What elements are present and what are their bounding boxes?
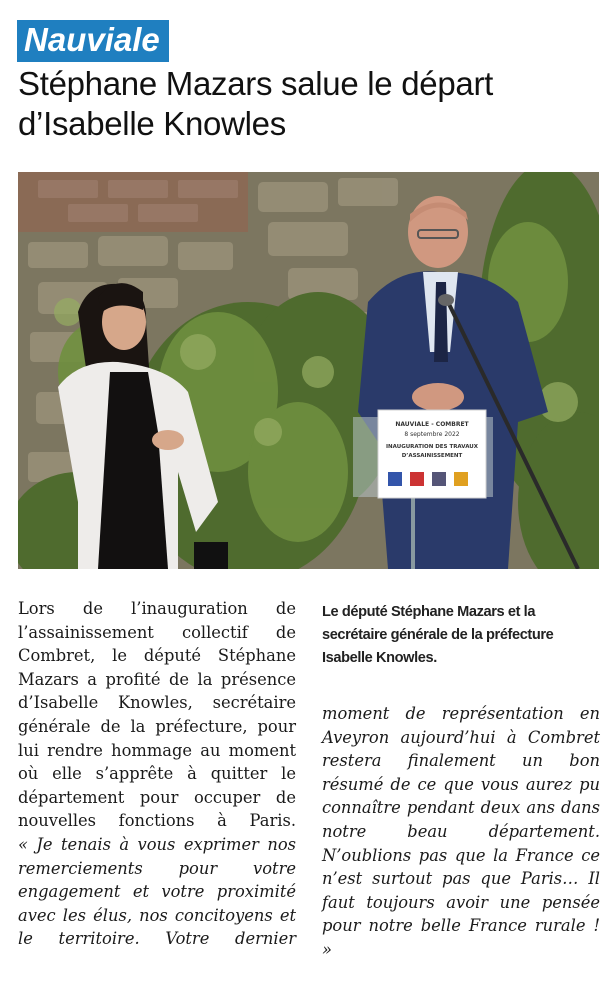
article-column-left	[18, 597, 296, 951]
lectern-sign-line-1: NAUVIALE - COMBRET	[395, 421, 469, 428]
article-quote-start: « Je tenais à vous exprimer nos remerciements pour votre engagement et votre proximité avec les élus, nos concitoyens et le territoire. Votre dernier	[18, 834, 296, 949]
article-column-right	[322, 702, 600, 962]
article-photo	[18, 172, 599, 569]
lectern-sign-line-2: 8 septembre 2022	[404, 431, 460, 438]
lectern-sign-line-4: D’ASSAINISSEMENT	[401, 453, 463, 459]
section-rubric: Nauviale	[17, 20, 169, 62]
article-paragraph: Lors de l’inauguration de l’assainissement collectif de Combret, le député Stéphane Mazars a profité de la présence d’Isabelle Knowles, secrétaire générale de la préfecture, pour lui rendre hommage au moment où elle s’apprête à quitter le département pour occuper de nouvelles fonctions à Paris.	[18, 599, 296, 831]
photo-caption: Le député Stéphane Mazars et la secrétaire générale de la préfecture Isabelle Knowles.	[322, 604, 554, 666]
lectern-sign-line-3: INAUGURATION DES TRAVAUX	[386, 444, 478, 450]
article-headline: Stéphane Mazars salue le départ d’Isabelle Knowles	[18, 65, 494, 142]
article-quote-end: moment de représentation en Aveyron aujourd’hui à Combret restera finalement un bon résumé de ce que vous aurez pu connaître pendant deux ans dans notre beau département. N’oublions pas que la France ce n’est surtout pas que Paris… Il faut toujours avoir une pensée pour notre belle France rurale ! »	[322, 704, 600, 959]
